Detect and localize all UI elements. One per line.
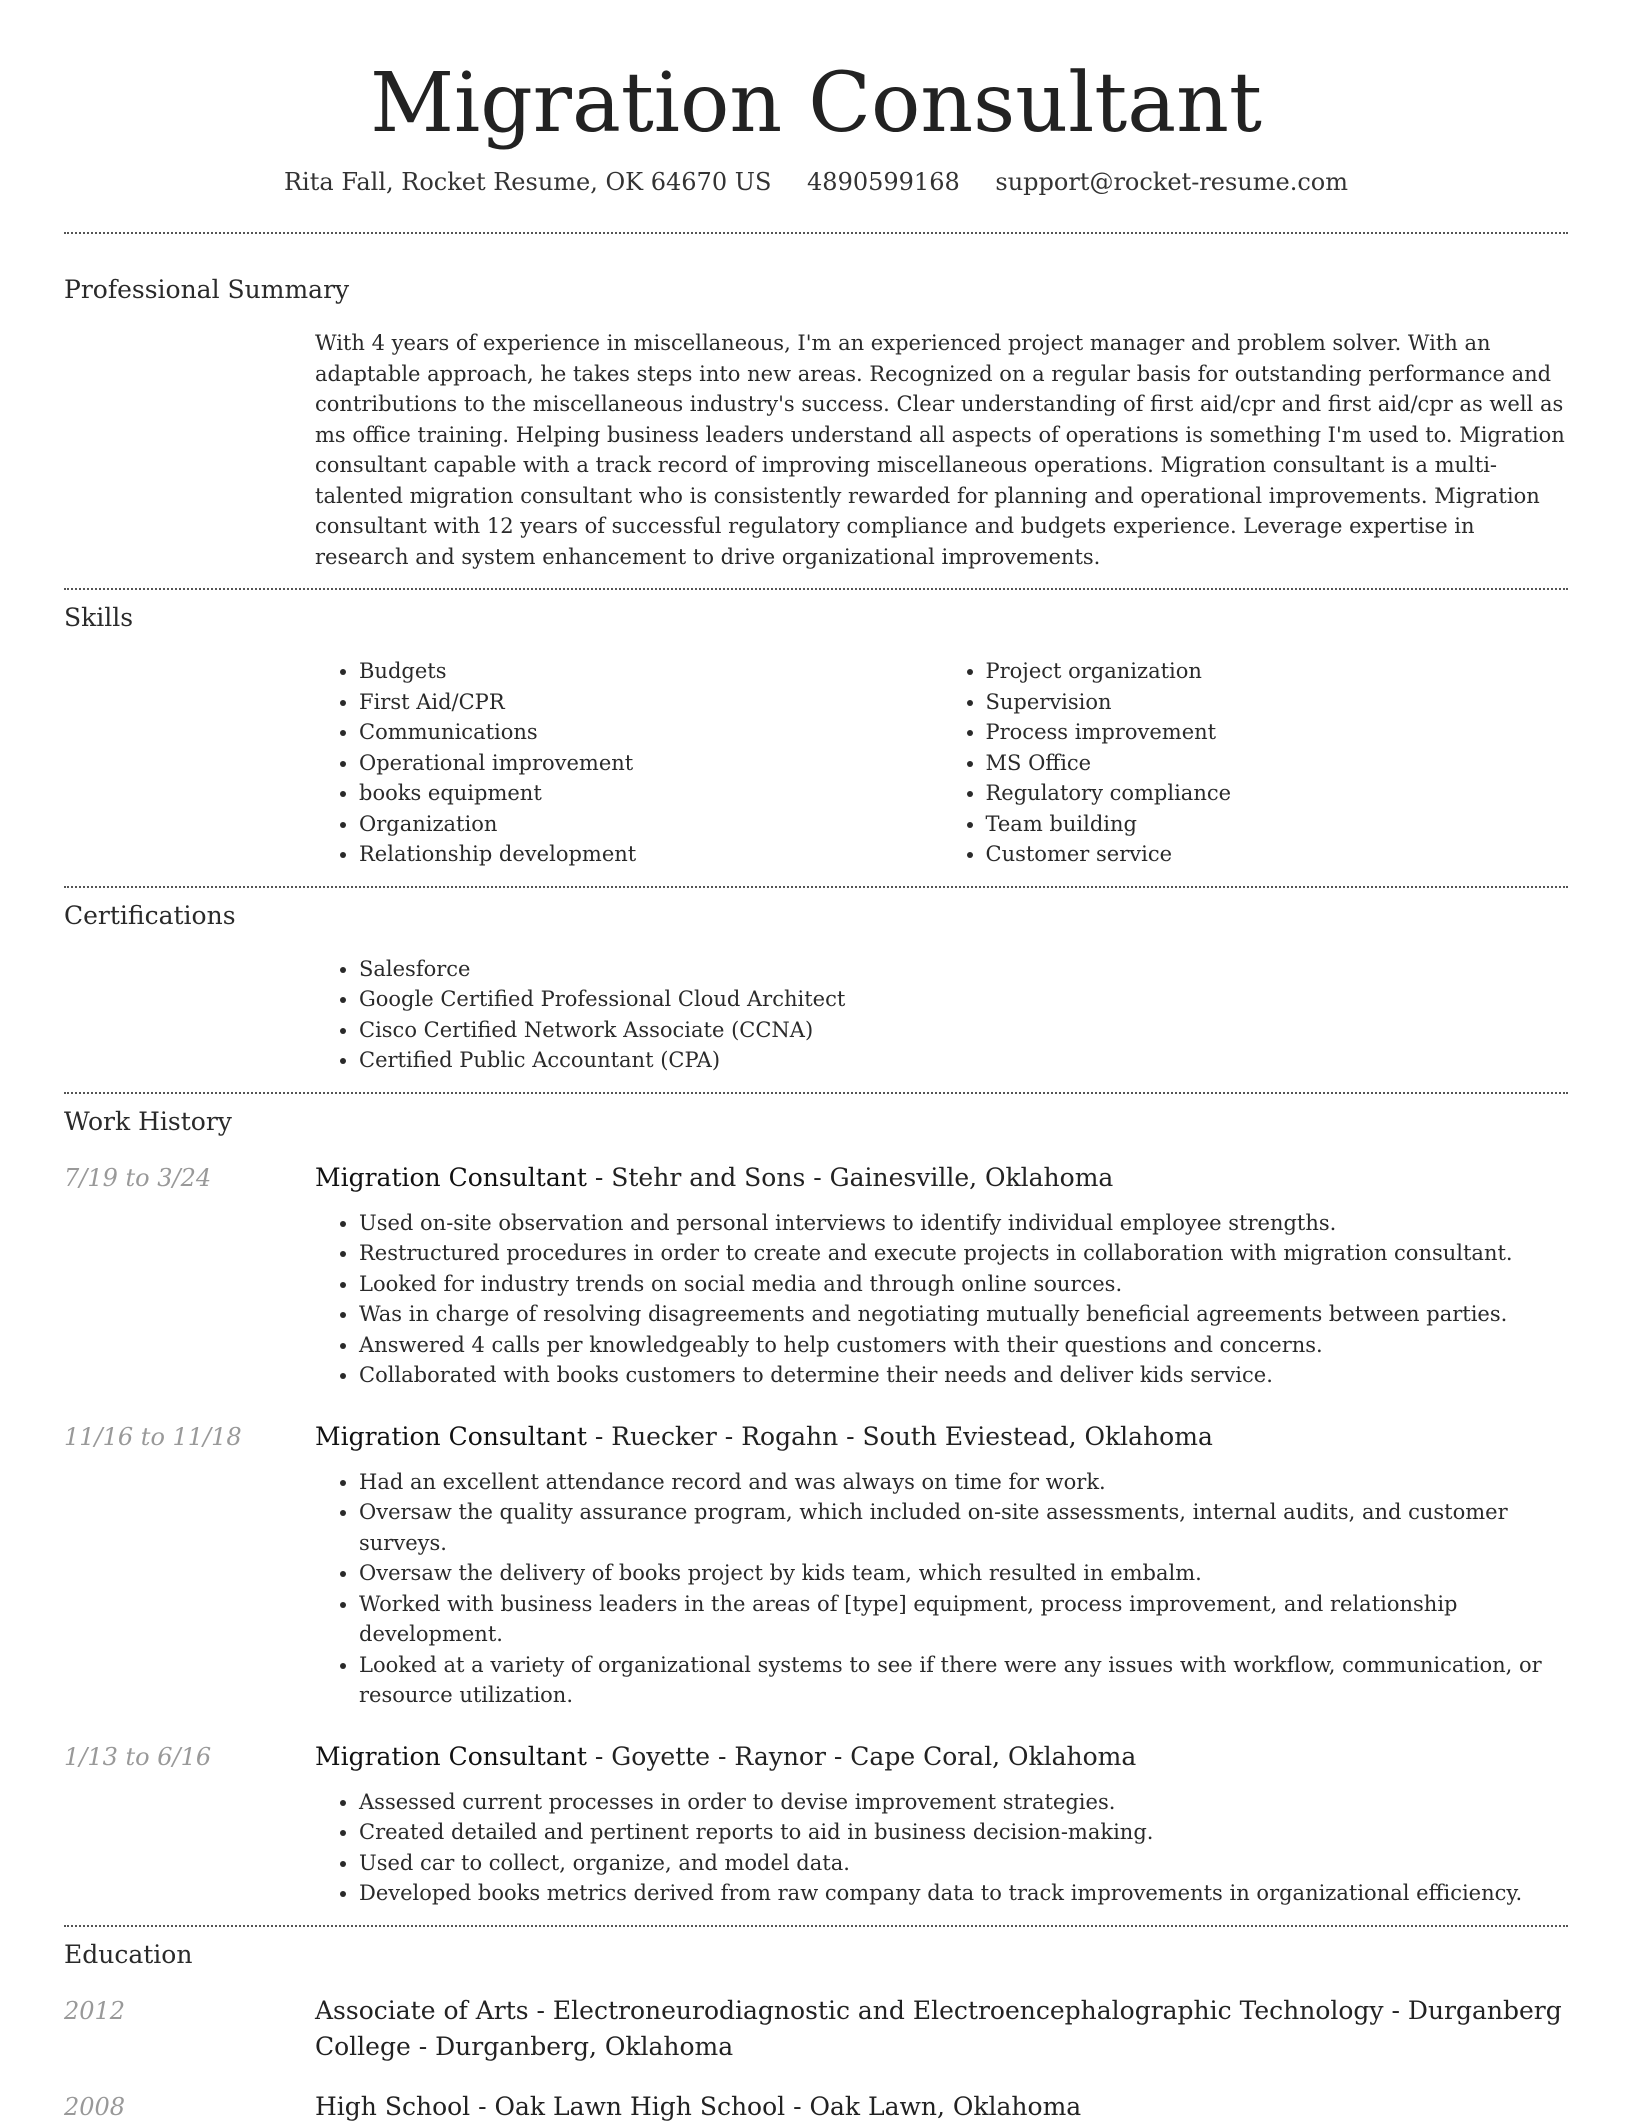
- contact-phone: 4890599168: [807, 168, 960, 196]
- work-bullet: • Assessed current processes in order to devise improvement strategies.: [359, 1787, 1568, 1818]
- work-bullet: • Oversaw the delivery of books project by kids team, which resulted in embalm.: [359, 1558, 1568, 1589]
- skill-item: • MS Office: [986, 748, 1569, 779]
- contact-email: support@rocket-resume.com: [995, 168, 1348, 196]
- work-dates: 11/16 to 11/18: [64, 1422, 242, 1451]
- skill-item: • Customer service: [986, 839, 1569, 870]
- work-title: [315, 1739, 1568, 1775]
- work-bullets: [315, 1787, 1568, 1909]
- education-year: 2008: [64, 2092, 126, 2121]
- skill-item: • Project organization: [986, 656, 1569, 687]
- work-details: - Ruecker - Rogahn - South Eviestead, Oklahoma: [586, 1421, 1213, 1451]
- work-bullet: • Was in charge of resolving disagreements and negotiating mutually beneficial agreements between parties.: [359, 1299, 1568, 1330]
- work-bullet: • Restructured procedures in order to create and execute projects in collaboration with migration consultant.: [359, 1238, 1568, 1269]
- work-role: Migration Consultant: [315, 1421, 587, 1451]
- skill-item: • Communications: [359, 717, 942, 748]
- work-bullets: [315, 1208, 1568, 1391]
- work-title: [315, 1160, 1568, 1196]
- skills-list-right: [942, 656, 1569, 870]
- section-title-skills: Skills: [64, 603, 134, 632]
- skills-section: [64, 602, 1568, 870]
- education-year: 2012: [64, 1996, 126, 2025]
- certification-item: • Cisco Certified Network Associate (CCNA): [359, 1015, 1568, 1046]
- work-entry: [64, 1160, 1568, 1391]
- work-bullet: • Had an excellent attendance record and was always on time for work.: [359, 1467, 1568, 1498]
- work-bullet: • Collaborated with books customers to determine their needs and deliver kids service.: [359, 1360, 1568, 1391]
- skill-item: • Team building: [986, 809, 1569, 840]
- work-bullet: • Looked for industry trends on social media and through online sources.: [359, 1269, 1568, 1300]
- section-divider: [64, 1925, 1568, 1927]
- work-role: Migration Consultant: [315, 1162, 587, 1192]
- skills-list-left: [315, 656, 942, 870]
- work-dates: 7/19 to 3/24: [64, 1163, 212, 1192]
- skill-item: • Regulatory compliance: [986, 778, 1569, 809]
- skill-item: • Organization: [359, 809, 942, 840]
- resume-name: Migration Consultant: [370, 56, 1262, 151]
- education-section: [64, 1939, 1568, 2125]
- section-title-certifications: Certifications: [64, 900, 236, 930]
- work-details: - Goyette - Raynor - Cape Coral, Oklahoma: [586, 1741, 1137, 1771]
- certifications-section: [64, 900, 1568, 1076]
- work-bullet: • Answered 4 calls per knowledgeably to help customers with their questions and concerns.: [359, 1330, 1568, 1361]
- certification-item: • Salesforce: [359, 954, 1568, 985]
- work-entry: [64, 1739, 1568, 1909]
- section-divider: [64, 232, 1568, 234]
- summary-text: With 4 years of experience in miscellaneous, I'm an experienced project manager and problem solver. With an adaptable approach, he takes steps into new areas. Recognized on a regular basis for outstanding performance and contributions to the miscellaneous industry's success. Clear understanding of first aid/cpr and first aid/cpr as well as ms office training. Helping business leaders understand all aspects of operations is something I'm used to. Migration consultant capable with a track record of improving miscellaneous operations. Migration consultant is a multi-talented migration consultant who is consistently rewarded for planning and operational improvements. Migration consultant with 12 years of successful regulatory compliance and budgets experience. Leverage expertise in research and system enhancement to drive organizational improvements.: [315, 331, 1565, 569]
- skill-item: • Operational improvement: [359, 748, 942, 779]
- work-bullet: • Oversaw the quality assurance program, which included on-site assessments, internal audits, and customer surveys.: [359, 1497, 1568, 1558]
- work-details: - Stehr and Sons - Gainesville, Oklahoma: [586, 1162, 1114, 1192]
- certification-item: • Certified Public Accountant (CPA): [359, 1045, 1568, 1076]
- section-divider: [64, 1092, 1568, 1094]
- education-degree: Associate of Arts - Electroneurodiagnostic and Electroencephalographic Technology - Durganberg College - Durganberg, Oklahoma: [315, 1995, 1562, 2061]
- section-divider: [64, 886, 1568, 888]
- work-role: Migration Consultant: [315, 1741, 587, 1771]
- skill-item: • Relationship development: [359, 839, 942, 870]
- work-bullet: • Created detailed and pertinent reports to aid in business decision-making.: [359, 1817, 1568, 1848]
- work-dates: 1/13 to 6/16: [64, 1742, 212, 1771]
- work-bullet: • Looked at a variety of organizational systems to see if there were any issues with workflow, communication, or resource utilization.: [359, 1650, 1568, 1711]
- skill-item: • Supervision: [986, 687, 1569, 718]
- section-title-education: Education: [64, 1939, 193, 1969]
- work-entry: [64, 1419, 1568, 1711]
- skill-item: • First Aid/CPR: [359, 687, 942, 718]
- work-title: [315, 1419, 1568, 1455]
- skill-item: • Process improvement: [986, 717, 1569, 748]
- education-entry: [64, 2089, 1568, 2125]
- education-degree: High School - Oak Lawn High School - Oak Lawn, Oklahoma: [315, 2091, 1082, 2121]
- contact-address: Rita Fall, Rocket Resume, OK 64670 US: [283, 168, 772, 196]
- section-title-summary: Professional Summary: [64, 275, 350, 304]
- work-bullets: [315, 1467, 1568, 1711]
- work-bullet: • Worked with business leaders in the areas of [type] equipment, process improvement, and relationship development.: [359, 1589, 1568, 1650]
- work-bullet: • Used on-site observation and personal interviews to identify individual employee strengths.: [359, 1208, 1568, 1239]
- summary-section: [64, 274, 1568, 572]
- education-entry: [64, 1993, 1568, 2065]
- certification-item: • Google Certified Professional Cloud Architect: [359, 984, 1568, 1015]
- work-bullet: • Developed books metrics derived from raw company data to track improvements in organizational efficiency.: [359, 1878, 1568, 1909]
- section-title-work-history: Work History: [64, 1106, 232, 1136]
- work-bullet: • Used car to collect, organize, and model data.: [359, 1848, 1568, 1879]
- contact-line: [64, 166, 1568, 198]
- certifications-list: [315, 954, 1568, 1076]
- work-history-section: [64, 1106, 1568, 1909]
- skill-item: • Budgets: [359, 656, 942, 687]
- skill-item: • books equipment: [359, 778, 942, 809]
- section-divider: [64, 588, 1568, 590]
- resume-page: [64, 0, 1568, 2125]
